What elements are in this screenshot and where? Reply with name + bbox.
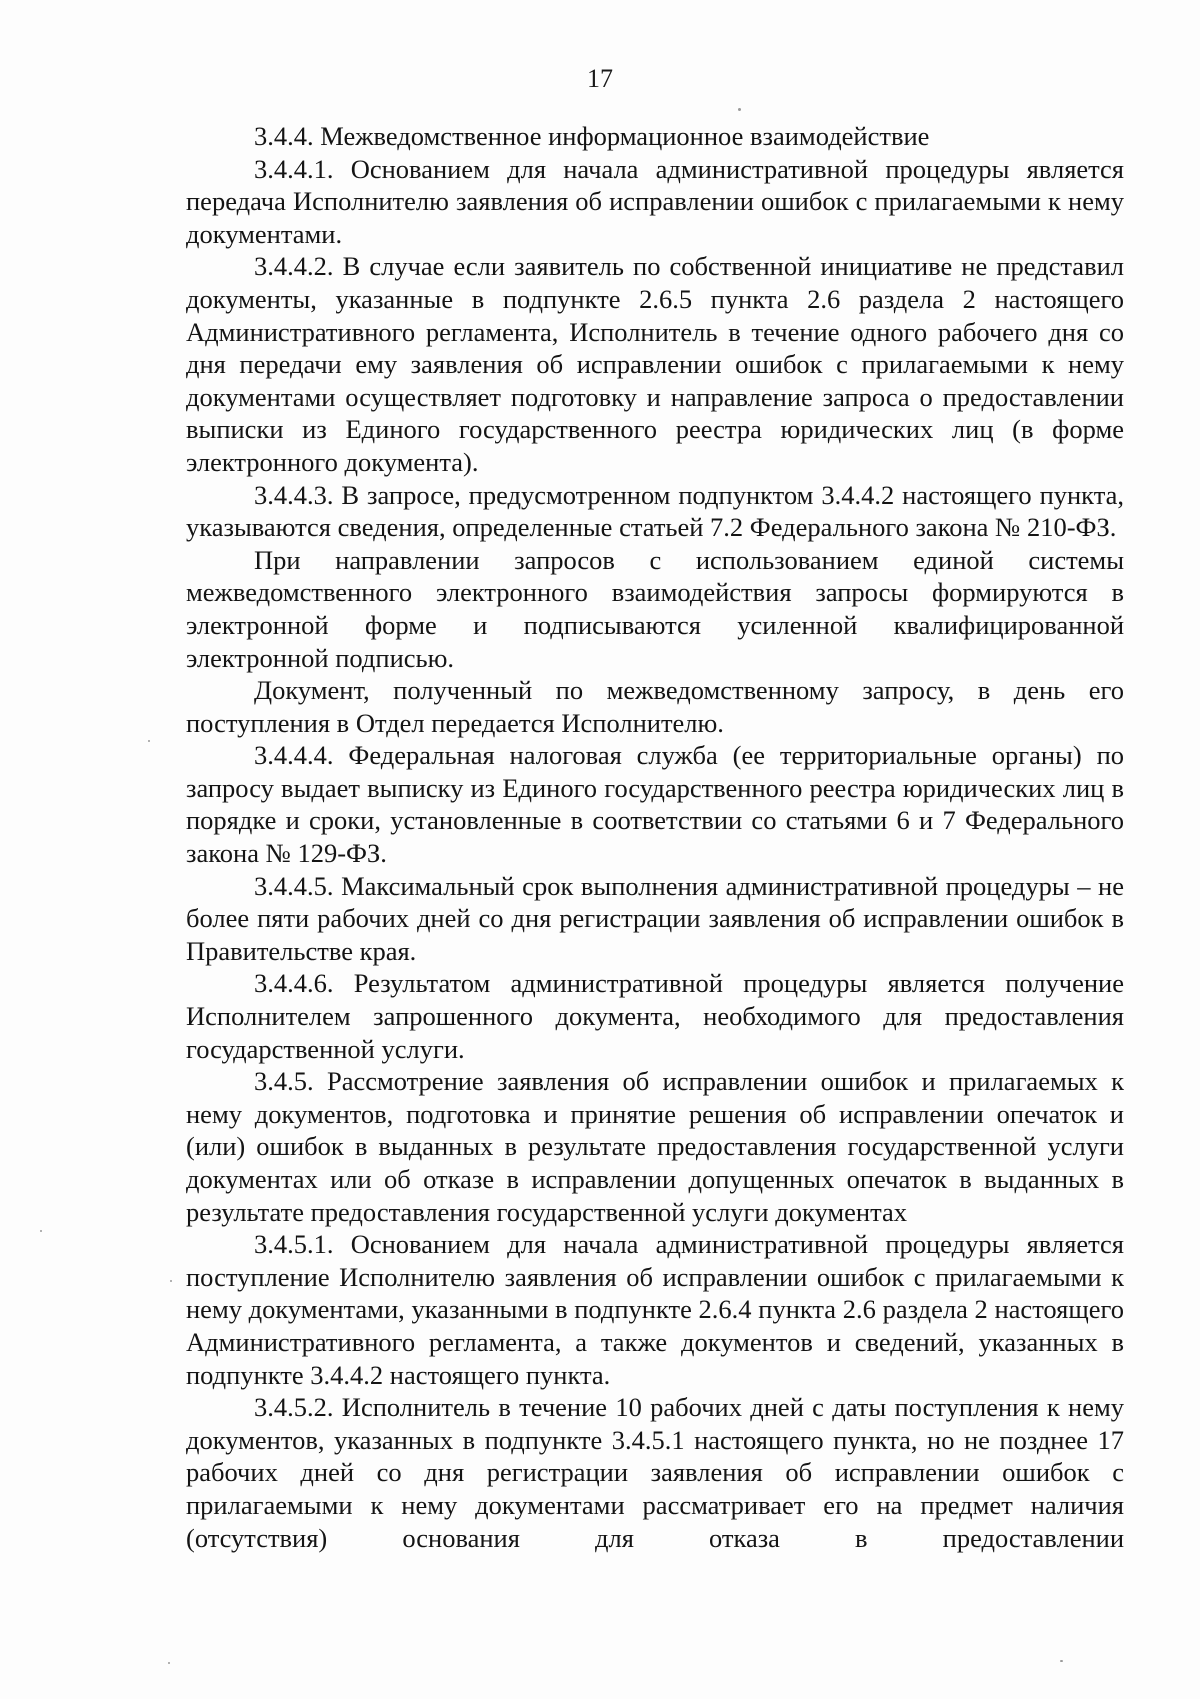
scan-speck [738, 108, 741, 111]
paragraph-3-4-5: 3.4.5. Рассмотрение заявления об исправлении ошибок и прилагаемых к нему документов, подготовка и принятие решения об исправлении опечаток и (или) ошибок в выданных в результате предоставления государственной услуги документах или об отказе в исправлении допущенных опечаток в выданных в результате предоставления государственной услуги документах [186, 1066, 1124, 1227]
paragraph-3-4-4-1: 3.4.4.1. Основанием для начала административной процедуры является передача Исполнителю заявления об исправлении ошибок с прилагаемыми к нему документами. [186, 153, 1124, 249]
document-body [186, 120, 1124, 1554]
page-number: 17 [587, 64, 613, 93]
paragraph-document-received: Документ, полученный по межведомственному запросу, в день его поступления в Отдел передается Исполнителю. [186, 675, 1124, 738]
paragraph-3-4-5-1: 3.4.5.1. Основанием для начала административной процедуры является поступление Исполнителю заявления об исправлении ошибок с прилагаемыми к нему документами, указанными в подпункте 2.6.4 пункта 2.6 раздела 2 настоящего Административного регламента, а также документов и сведений, указанных в подпункте 3.4.4.2 настоящего пункта. [186, 1229, 1124, 1390]
scan-speck [170, 1280, 172, 1282]
paragraph-3-4-4-6: 3.4.4.6. Результатом административной процедуры является получение Исполнителем запрошенного документа, необходимого для предоставления государственной услуги. [186, 968, 1124, 1064]
scan-speck [1060, 1660, 1063, 1662]
paragraph-3-4-4-3: 3.4.4.3. В запросе, предусмотренном подпунктом 3.4.4.2 настоящего пункта, указываются сведения, определенные статьей 7.2 Федерального закона № 210-ФЗ. [186, 479, 1124, 543]
section-heading-3-4-4: 3.4.4. Межведомственное информационное взаимодействие [254, 121, 930, 151]
paragraph-interagency-requests: При направлении запросов с использованием единой системы межведомственного электронного взаимодействия запросы формируются в электронной форме и подписываются усиленной квалифицированной электронной подписью. [186, 544, 1124, 673]
paragraph-3-4-4-2: 3.4.4.2. В случае если заявитель по собственной инициативе не представил документы, указанные в подпункте 2.6.5 пункта 2.6 раздела 2 настоящего Административного регламента, Исполнитель в течение одного рабочего дня со дня передачи ему заявления об исправлении ошибок с прилагаемыми к нему документами осуществляет подготовку и направление запроса о предоставлении выписки из Единого государственного реестра юридических лиц (в форме электронного документа). [186, 251, 1124, 477]
paragraph-3-4-4-5: 3.4.4.5. Максимальный срок выполнения административной процедуры – не более пяти рабочих дней со дня регистрации заявления об исправлении ошибок в Правительстве края. [186, 870, 1124, 966]
scan-speck [40, 1230, 42, 1232]
scan-speck [168, 1662, 170, 1664]
paragraph-3-4-5-2: 3.4.5.2. Исполнитель в течение 10 рабочих дней с даты поступления к нему документов, указанных в подпункте 3.4.5.1 настоящего пункта, но не позднее 17 рабочих дней со дня регистрации заявления об исправлении ошибок с прилагаемыми к нему документами рассматривает его на предмет наличия (отсутствия) основания для отказа в предоставлении [186, 1392, 1124, 1553]
paragraph-3-4-4-4: 3.4.4.4. Федеральная налоговая служба (ее территориальные органы) по запросу выдает выписку из Единого государственного реестра юридических лиц в порядке и сроки, установленные в соответствии со статьями 6 и 7 Федерального закона № 129-ФЗ. [186, 740, 1124, 869]
scan-speck [148, 740, 150, 742]
